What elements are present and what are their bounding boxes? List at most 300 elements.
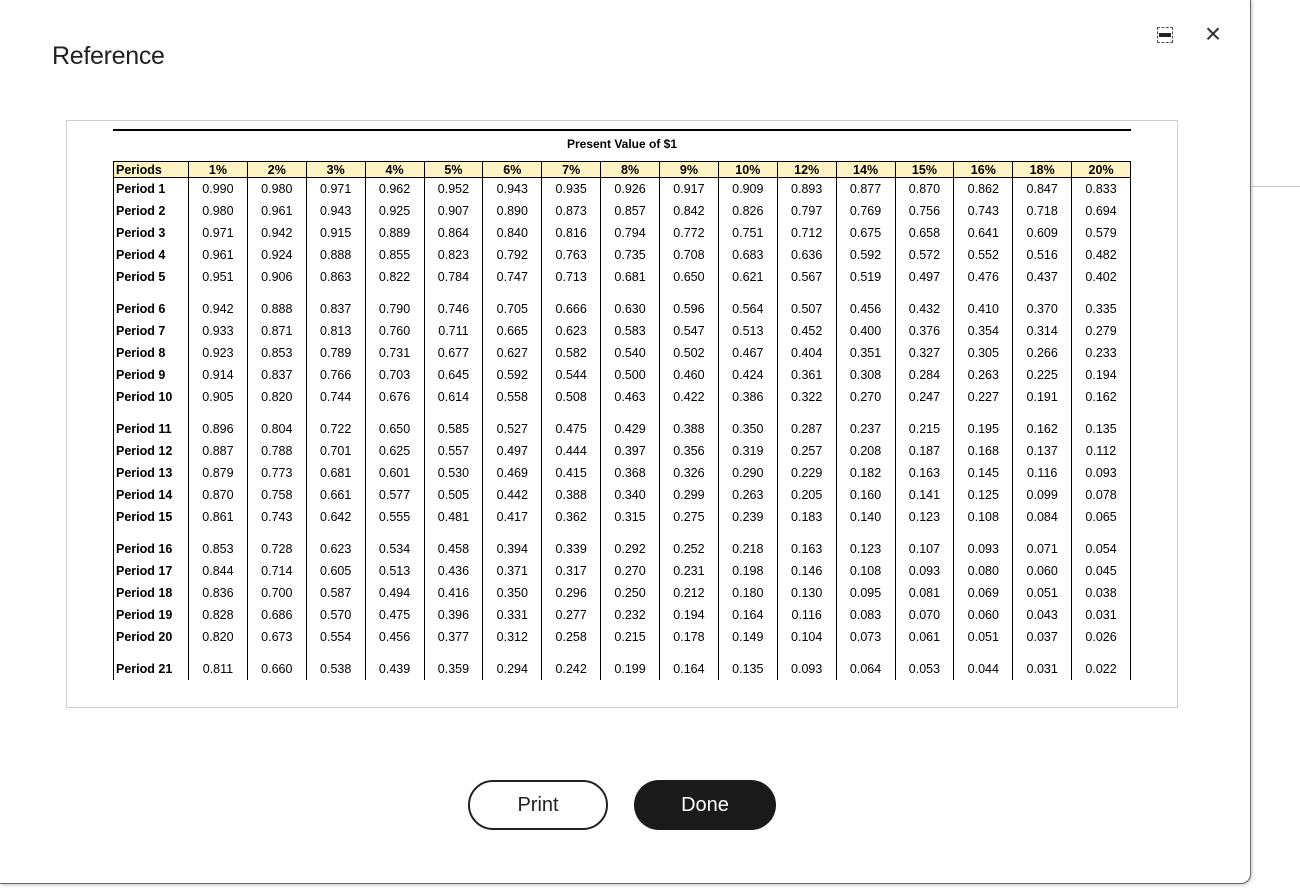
table-cell: 0.961 <box>189 244 248 266</box>
table-cell: 0.350 <box>483 582 542 604</box>
table-cell: 0.031 <box>1013 648 1072 680</box>
table-cell: 0.596 <box>660 288 719 320</box>
table-cell: 0.168 <box>954 440 1013 462</box>
period-label: Period 12 <box>114 440 189 462</box>
table-cell: 0.125 <box>954 484 1013 506</box>
table-row <box>114 440 1131 462</box>
table-cell: 0.108 <box>954 506 1013 528</box>
table-cell: 0.164 <box>718 604 777 626</box>
table-cell: 0.458 <box>424 528 483 560</box>
table-cell: 0.037 <box>1013 626 1072 648</box>
table-cell: 0.823 <box>424 244 483 266</box>
table-cell: 0.422 <box>660 386 719 408</box>
table-cell: 0.135 <box>718 648 777 680</box>
table-cell: 0.743 <box>247 506 306 528</box>
table-row <box>114 484 1131 506</box>
table-cell: 0.980 <box>189 200 248 222</box>
table-cell: 0.718 <box>1013 200 1072 222</box>
table-cell: 0.743 <box>954 200 1013 222</box>
table-cell: 0.502 <box>660 342 719 364</box>
table-cell: 0.893 <box>777 178 836 201</box>
table-cell: 0.722 <box>306 408 365 440</box>
table-cell: 0.870 <box>189 484 248 506</box>
table-cell: 0.747 <box>483 266 542 288</box>
table-cell: 0.500 <box>601 364 660 386</box>
table-cell: 0.758 <box>247 484 306 506</box>
table-cell: 0.641 <box>954 222 1013 244</box>
table-cell: 0.237 <box>836 408 895 440</box>
table-cell: 0.475 <box>542 408 601 440</box>
table-row <box>114 560 1131 582</box>
table-cell: 0.844 <box>189 560 248 582</box>
table-cell: 0.335 <box>1072 288 1131 320</box>
period-label: Period 18 <box>114 582 189 604</box>
table-cell: 0.194 <box>1072 364 1131 386</box>
table-cell: 0.065 <box>1072 506 1131 528</box>
print-button[interactable]: Print <box>468 780 608 830</box>
table-cell: 0.198 <box>718 560 777 582</box>
table-cell: 0.290 <box>718 462 777 484</box>
table-cell: 0.180 <box>718 582 777 604</box>
table-cell: 0.070 <box>895 604 954 626</box>
present-value-table <box>113 161 1131 680</box>
table-cell: 0.871 <box>247 320 306 342</box>
table-cell: 0.505 <box>424 484 483 506</box>
table-cell: 0.540 <box>601 342 660 364</box>
table-cell: 0.751 <box>718 222 777 244</box>
table-cell: 0.915 <box>306 222 365 244</box>
period-label: Period 16 <box>114 528 189 560</box>
table-cell: 0.305 <box>954 342 1013 364</box>
table-cell: 0.242 <box>542 648 601 680</box>
table-cell: 0.354 <box>954 320 1013 342</box>
table-cell: 0.051 <box>954 626 1013 648</box>
table-cell: 0.424 <box>718 364 777 386</box>
table-cell: 0.933 <box>189 320 248 342</box>
table-cell: 0.861 <box>189 506 248 528</box>
table-cell: 0.601 <box>365 462 424 484</box>
table-cell: 0.826 <box>718 200 777 222</box>
column-header-rate: 18% <box>1013 162 1072 178</box>
table-cell: 0.123 <box>895 506 954 528</box>
table-cell: 0.870 <box>895 178 954 201</box>
column-header-rate: 8% <box>601 162 660 178</box>
table-cell: 0.855 <box>365 244 424 266</box>
table-cell: 0.141 <box>895 484 954 506</box>
table-cell: 0.909 <box>718 178 777 201</box>
table-cell: 0.625 <box>365 440 424 462</box>
table-cell: 0.673 <box>247 626 306 648</box>
table-cell: 0.990 <box>189 178 248 201</box>
table-cell: 0.794 <box>601 222 660 244</box>
table-cell: 0.388 <box>542 484 601 506</box>
table-row <box>114 604 1131 626</box>
table-cell: 0.907 <box>424 200 483 222</box>
table-cell: 0.396 <box>424 604 483 626</box>
table-cell: 0.579 <box>1072 222 1131 244</box>
table-cell: 0.889 <box>365 222 424 244</box>
table-cell: 0.356 <box>660 440 719 462</box>
table-cell: 0.683 <box>718 244 777 266</box>
table-cell: 0.299 <box>660 484 719 506</box>
table-cell: 0.362 <box>542 506 601 528</box>
table-cell: 0.069 <box>954 582 1013 604</box>
table-cell: 0.093 <box>1072 462 1131 484</box>
table-cell: 0.836 <box>189 582 248 604</box>
table-cell: 0.555 <box>365 506 424 528</box>
column-header-rate: 4% <box>365 162 424 178</box>
table-cell: 0.429 <box>601 408 660 440</box>
table-cell: 0.080 <box>954 560 1013 582</box>
table-cell: 0.199 <box>601 648 660 680</box>
table-cell: 0.926 <box>601 178 660 201</box>
table-cell: 0.263 <box>954 364 1013 386</box>
table-cell: 0.494 <box>365 582 424 604</box>
table-row <box>114 320 1131 342</box>
table-row <box>114 200 1131 222</box>
table-cell: 0.053 <box>895 648 954 680</box>
column-header-rate: 15% <box>895 162 954 178</box>
table-cell: 0.592 <box>836 244 895 266</box>
period-label: Period 4 <box>114 244 189 266</box>
table-cell: 0.232 <box>601 604 660 626</box>
table-cell: 0.862 <box>954 178 1013 201</box>
table-cell: 0.837 <box>247 364 306 386</box>
table-cell: 0.864 <box>424 222 483 244</box>
table-cell: 0.022 <box>1072 648 1131 680</box>
table-cell: 0.623 <box>306 528 365 560</box>
table-row <box>114 364 1131 386</box>
table-cell: 0.388 <box>660 408 719 440</box>
table-cell: 0.215 <box>895 408 954 440</box>
table-body <box>114 178 1131 681</box>
table-cell: 0.296 <box>542 582 601 604</box>
table-cell: 0.331 <box>483 604 542 626</box>
table-row <box>114 288 1131 320</box>
table-cell: 0.863 <box>306 266 365 288</box>
table-cell: 0.137 <box>1013 440 1072 462</box>
table-cell: 0.534 <box>365 528 424 560</box>
done-button[interactable]: Done <box>634 780 776 830</box>
table-cell: 0.212 <box>660 582 719 604</box>
table-cell: 0.513 <box>718 320 777 342</box>
table-cell: 0.686 <box>247 604 306 626</box>
table-cell: 0.703 <box>365 364 424 386</box>
table-cell: 0.083 <box>836 604 895 626</box>
close-icon[interactable]: × <box>1204 18 1222 49</box>
period-label: Period 2 <box>114 200 189 222</box>
period-label: Period 1 <box>114 178 189 201</box>
period-label: Period 19 <box>114 604 189 626</box>
table-row <box>114 626 1131 648</box>
table-cell: 0.677 <box>424 342 483 364</box>
table-cell: 0.650 <box>365 408 424 440</box>
table-cell: 0.961 <box>247 200 306 222</box>
table-cell: 0.073 <box>836 626 895 648</box>
table-cell: 0.661 <box>306 484 365 506</box>
table-cell: 0.270 <box>601 560 660 582</box>
table-cell: 0.104 <box>777 626 836 648</box>
table-cell: 0.292 <box>601 528 660 560</box>
table-cell: 0.924 <box>247 244 306 266</box>
column-header-rate: 2% <box>247 162 306 178</box>
table-cell: 0.587 <box>306 582 365 604</box>
table-cell: 0.231 <box>660 560 719 582</box>
table-cell: 0.078 <box>1072 484 1131 506</box>
table-cell: 0.130 <box>777 582 836 604</box>
table-cell: 0.312 <box>483 626 542 648</box>
table-cell: 0.772 <box>660 222 719 244</box>
period-label: Period 15 <box>114 506 189 528</box>
table-cell: 0.163 <box>777 528 836 560</box>
table-cell: 0.163 <box>895 462 954 484</box>
table-cell: 0.813 <box>306 320 365 342</box>
table-cell: 0.760 <box>365 320 424 342</box>
table-cell: 0.700 <box>247 582 306 604</box>
table-cell: 0.400 <box>836 320 895 342</box>
column-header-rate: 14% <box>836 162 895 178</box>
table-cell: 0.416 <box>424 582 483 604</box>
table-cell: 0.294 <box>483 648 542 680</box>
table-cell: 0.045 <box>1072 560 1131 582</box>
table-cell: 0.842 <box>660 200 719 222</box>
table-cell: 0.270 <box>836 386 895 408</box>
table-cell: 0.708 <box>660 244 719 266</box>
table-cell: 0.564 <box>718 288 777 320</box>
table-cell: 0.164 <box>660 648 719 680</box>
table-cell: 0.351 <box>836 342 895 364</box>
table-header-row <box>114 162 1131 178</box>
table-cell: 0.675 <box>836 222 895 244</box>
table-cell: 0.572 <box>895 244 954 266</box>
table-cell: 0.879 <box>189 462 248 484</box>
period-label: Period 10 <box>114 386 189 408</box>
table-cell: 0.247 <box>895 386 954 408</box>
table-cell: 0.350 <box>718 408 777 440</box>
table-cell: 0.508 <box>542 386 601 408</box>
table-cell: 0.060 <box>954 604 1013 626</box>
table-cell: 0.258 <box>542 626 601 648</box>
table-cell: 0.340 <box>601 484 660 506</box>
table-row <box>114 462 1131 484</box>
period-label: Period 8 <box>114 342 189 364</box>
table-cell: 0.099 <box>1013 484 1072 506</box>
table-cell: 0.481 <box>424 506 483 528</box>
table-cell: 0.642 <box>306 506 365 528</box>
table-cell: 0.377 <box>424 626 483 648</box>
table-cell: 0.788 <box>247 440 306 462</box>
table-row <box>114 222 1131 244</box>
table-cell: 0.828 <box>189 604 248 626</box>
table-cell: 0.371 <box>483 560 542 582</box>
period-label: Period 11 <box>114 408 189 440</box>
period-label: Period 13 <box>114 462 189 484</box>
table-cell: 0.773 <box>247 462 306 484</box>
table-cell: 0.554 <box>306 626 365 648</box>
table-cell: 0.971 <box>189 222 248 244</box>
table-cell: 0.951 <box>189 266 248 288</box>
table-row <box>114 648 1131 680</box>
table-cell: 0.658 <box>895 222 954 244</box>
table-cell: 0.917 <box>660 178 719 201</box>
table-cell: 0.650 <box>660 266 719 288</box>
period-label: Period 21 <box>114 648 189 680</box>
table-cell: 0.621 <box>718 266 777 288</box>
table-cell: 0.811 <box>189 648 248 680</box>
table-cell: 0.705 <box>483 288 542 320</box>
table-cell: 0.229 <box>777 462 836 484</box>
table-cell: 0.570 <box>306 604 365 626</box>
table-cell: 0.442 <box>483 484 542 506</box>
table-cell: 0.660 <box>247 648 306 680</box>
table-cell: 0.804 <box>247 408 306 440</box>
column-header-rate: 3% <box>306 162 365 178</box>
table-cell: 0.746 <box>424 288 483 320</box>
period-label: Period 5 <box>114 266 189 288</box>
table-cell: 0.592 <box>483 364 542 386</box>
table-cell: 0.952 <box>424 178 483 201</box>
period-label: Period 3 <box>114 222 189 244</box>
table-cell: 0.820 <box>247 386 306 408</box>
table-cell: 0.239 <box>718 506 777 528</box>
table-cell: 0.044 <box>954 648 1013 680</box>
table-cell: 0.315 <box>601 506 660 528</box>
column-header-periods: Periods <box>114 162 189 178</box>
table-cell: 0.061 <box>895 626 954 648</box>
table-cell: 0.840 <box>483 222 542 244</box>
table-cell: 0.394 <box>483 528 542 560</box>
table-cell: 0.923 <box>189 342 248 364</box>
reference-table-viewport[interactable] <box>66 120 1178 708</box>
table-cell: 0.359 <box>424 648 483 680</box>
table-cell: 0.943 <box>306 200 365 222</box>
minimize-icon-bar <box>1159 33 1171 37</box>
table-cell: 0.701 <box>306 440 365 462</box>
table-cell: 0.257 <box>777 440 836 462</box>
table-cell: 0.971 <box>306 178 365 201</box>
column-header-rate: 12% <box>777 162 836 178</box>
table-cell: 0.361 <box>777 364 836 386</box>
table-cell: 0.530 <box>424 462 483 484</box>
table-cell: 0.744 <box>306 386 365 408</box>
table-cell: 0.051 <box>1013 582 1072 604</box>
table-cell: 0.666 <box>542 288 601 320</box>
table-cell: 0.195 <box>954 408 1013 440</box>
minimize-icon[interactable] <box>1154 24 1178 48</box>
table-cell: 0.370 <box>1013 288 1072 320</box>
period-label: Period 9 <box>114 364 189 386</box>
table-cell: 0.784 <box>424 266 483 288</box>
table-row <box>114 582 1131 604</box>
table-cell: 0.519 <box>836 266 895 288</box>
table-cell: 0.160 <box>836 484 895 506</box>
table-cell: 0.847 <box>1013 178 1072 201</box>
table-cell: 0.116 <box>1013 462 1072 484</box>
table-cell: 0.456 <box>365 626 424 648</box>
table-cell: 0.402 <box>1072 266 1131 288</box>
table-cell: 0.026 <box>1072 626 1131 648</box>
table-cell: 0.925 <box>365 200 424 222</box>
table-title: Present Value of $1 <box>566 137 678 151</box>
table-cell: 0.735 <box>601 244 660 266</box>
table-cell: 0.038 <box>1072 582 1131 604</box>
column-header-rate: 16% <box>954 162 1013 178</box>
table-cell: 0.469 <box>483 462 542 484</box>
table-row <box>114 386 1131 408</box>
table-cell: 0.475 <box>365 604 424 626</box>
table-cell: 0.527 <box>483 408 542 440</box>
table-cell: 0.731 <box>365 342 424 364</box>
table-row <box>114 178 1131 201</box>
table-cell: 0.218 <box>718 528 777 560</box>
table-cell: 0.205 <box>777 484 836 506</box>
table-cell: 0.263 <box>718 484 777 506</box>
column-header-rate: 20% <box>1072 162 1131 178</box>
table-row <box>114 408 1131 440</box>
table-cell: 0.317 <box>542 560 601 582</box>
table-cell: 0.820 <box>189 626 248 648</box>
table-cell: 0.108 <box>836 560 895 582</box>
table-cell: 0.790 <box>365 288 424 320</box>
table-cell: 0.146 <box>777 560 836 582</box>
table-cell: 0.609 <box>1013 222 1072 244</box>
table-row <box>114 266 1131 288</box>
table-cell: 0.162 <box>1013 408 1072 440</box>
table-cell: 0.789 <box>306 342 365 364</box>
table-cell: 0.547 <box>660 320 719 342</box>
period-label: Period 7 <box>114 320 189 342</box>
column-header-rate: 10% <box>718 162 777 178</box>
table-cell: 0.194 <box>660 604 719 626</box>
table-cell: 0.467 <box>718 342 777 364</box>
table-cell: 0.437 <box>1013 266 1072 288</box>
table-cell: 0.714 <box>247 560 306 582</box>
table-cell: 0.943 <box>483 178 542 201</box>
table-cell: 0.404 <box>777 342 836 364</box>
table-cell: 0.766 <box>306 364 365 386</box>
table-cell: 0.084 <box>1013 506 1072 528</box>
table-cell: 0.906 <box>247 266 306 288</box>
table-cell: 0.277 <box>542 604 601 626</box>
table-cell: 0.456 <box>836 288 895 320</box>
column-header-rate: 1% <box>189 162 248 178</box>
table-cell: 0.896 <box>189 408 248 440</box>
table-cell: 0.636 <box>777 244 836 266</box>
column-header-rate: 7% <box>542 162 601 178</box>
table-cell: 0.888 <box>306 244 365 266</box>
table-cell: 0.225 <box>1013 364 1072 386</box>
table-cell: 0.942 <box>247 222 306 244</box>
table-cell: 0.614 <box>424 386 483 408</box>
table-cell: 0.093 <box>895 560 954 582</box>
table-cell: 0.577 <box>365 484 424 506</box>
table-cell: 0.942 <box>189 288 248 320</box>
table-cell: 0.711 <box>424 320 483 342</box>
table-cell: 0.877 <box>836 178 895 201</box>
table-cell: 0.093 <box>954 528 1013 560</box>
table-cell: 0.417 <box>483 506 542 528</box>
table-row <box>114 244 1131 266</box>
table-row <box>114 342 1131 364</box>
table-cell: 0.284 <box>895 364 954 386</box>
table-cell: 0.439 <box>365 648 424 680</box>
table-cell: 0.888 <box>247 288 306 320</box>
table-cell: 0.857 <box>601 200 660 222</box>
period-label: Period 17 <box>114 560 189 582</box>
table-cell: 0.558 <box>483 386 542 408</box>
table-cell: 0.093 <box>777 648 836 680</box>
table-cell: 0.763 <box>542 244 601 266</box>
